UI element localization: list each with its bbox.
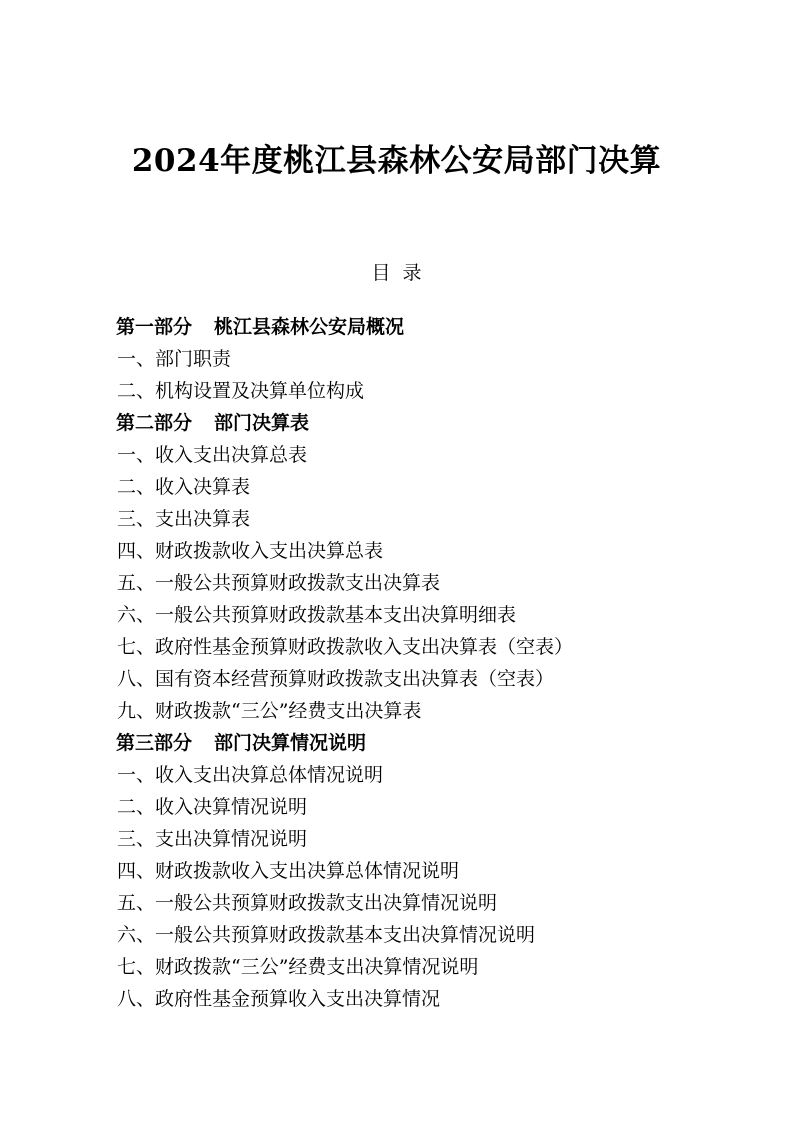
toc-part-1[interactable]	[116, 311, 736, 343]
toc-item[interactable]: 一、收入支出决算总表	[117, 444, 308, 466]
toc-item[interactable]: 二、收入决算表	[117, 476, 251, 498]
toc-heading: 目录	[371, 262, 434, 284]
table-of-contents	[116, 311, 736, 1015]
toc-item[interactable]: 三、支出决算表	[117, 508, 251, 530]
document-title: 2024年度桃江县森林公安局部门决算	[131, 143, 662, 179]
toc-item[interactable]: 八、政府性基金预算收入支出决算情况	[117, 988, 441, 1010]
toc-part-name: 部门决算表	[214, 412, 310, 434]
toc-part-name: 桃江县森林公安局概况	[214, 316, 405, 338]
toc-item[interactable]: 六、一般公共预算财政拨款基本支出决算明细表	[117, 604, 517, 626]
toc-item[interactable]: 二、收入决算情况说明	[117, 796, 308, 818]
toc-item[interactable]: 二、机构设置及决算单位构成	[117, 380, 365, 402]
toc-part-3[interactable]	[116, 727, 736, 759]
toc-item[interactable]: 三、支出决算情况说明	[117, 828, 308, 850]
toc-item[interactable]: 五、一般公共预算财政拨款支出决算情况说明	[117, 892, 498, 914]
toc-part-2[interactable]	[116, 407, 736, 439]
toc-item[interactable]: 七、财政拨款“三公”经费支出决算情况说明	[117, 956, 479, 978]
toc-item[interactable]: 一、收入支出决算总体情况说明	[117, 764, 384, 786]
toc-item[interactable]: 七、政府性基金预算财政拨款收入支出决算表（空表）	[117, 636, 574, 658]
toc-item[interactable]: 八、国有资本经营预算财政拨款支出决算表（空表）	[117, 668, 555, 690]
toc-item[interactable]: 一、部门职责	[117, 348, 232, 370]
toc-part-name: 部门决算情况说明	[214, 732, 367, 754]
toc-item[interactable]: 六、一般公共预算财政拨款基本支出决算情况说明	[117, 924, 536, 946]
toc-part-label: 第一部分	[116, 316, 193, 338]
toc-item[interactable]: 四、财政拨款收入支出决算总体情况说明	[117, 860, 460, 882]
toc-part-label: 第三部分	[116, 732, 193, 754]
toc-item[interactable]: 五、一般公共预算财政拨款支出决算表	[117, 572, 441, 594]
toc-item[interactable]: 九、财政拨款“三公”经费支出决算表	[117, 700, 422, 722]
toc-item[interactable]: 四、财政拨款收入支出决算总表	[117, 540, 384, 562]
toc-part-label: 第二部分	[116, 412, 193, 434]
